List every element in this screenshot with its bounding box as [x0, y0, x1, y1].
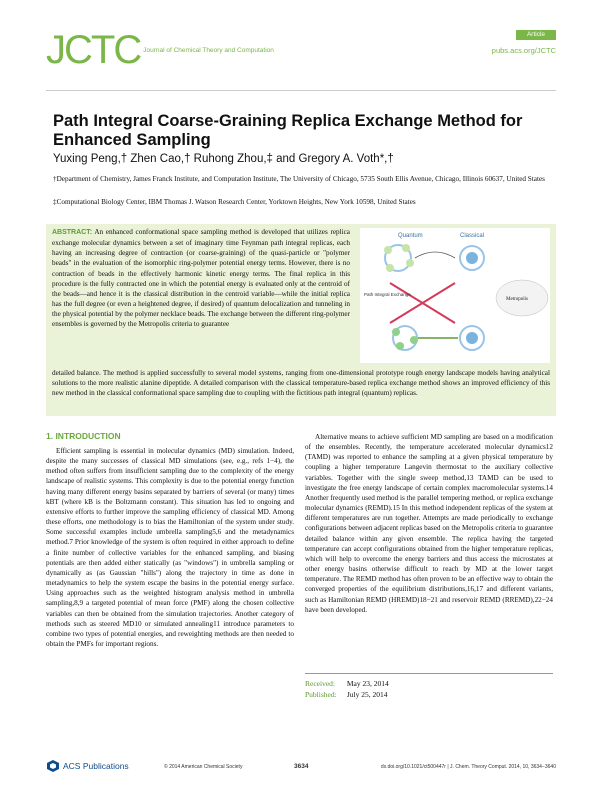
toc-label-exchange: Path Integral Exchange: [364, 292, 411, 297]
article-type-badge: Article: [516, 30, 556, 40]
affiliation: ‡Computational Biology Center, IBM Thomas J. Watson Research Center, Yorktown Heights, New York 10598, United States: [53, 198, 416, 206]
journal-logo: [46, 30, 274, 70]
published-date: July 25, 2014: [346, 689, 388, 699]
page-number: 3634: [294, 763, 309, 770]
header-rule: [46, 90, 556, 91]
logo-mark: JCTC: [46, 28, 141, 72]
received-date: May 23, 2014: [346, 679, 389, 688]
published-label: Published:: [305, 689, 337, 699]
abstract-body: An enhanced conformational space sampling method is developed that utilizes replica exchange molecular dynamics between a set of imaginary time Feynman path integral replicas, each having an increasing degree of contraction (or coarse-graining) of the quasi-particle or "polymer beads" in the evaluation of the isomorphic ring-polymer potential energy terms. However, there is no contraction of beads in the effectively harmonic kinetic energy terms. The final replica in this procedure is the fully contracted one in which the potential energy is evaluated only at the centroid of the beads—and hence it is the classical distribution in the centroid variable—while the initial replica has the full degree (or even a heightened degree, if desired) of quantum delocalization and tunneling in the physical potential by the polymer necklace beads. The exchange between the different ring-polymer ensembles is governed by the Metropolis criteria to guarantee: [52, 228, 350, 329]
section-heading: 1. INTRODUCTION: [46, 431, 121, 441]
paragraph: Alternative means to achieve sufficient MD sampling are based on a modification of the ensembles. Recently, the temperature accelerated molecular dynamics12 (TAMD) was reported to enhance the sampling at a given physical temperature by coupling a higher temperature Langevin thermostat to the auxiliary collective variables. Together with the single sweep method,13 TAMD can be used to investigate the free energy landscape of certain complex macromolecular systems.14 Another frequently used method is the parallel tempering method, or replica exchange molecular dynamics (REMD).15 In this method independent replicas of the system at different temperatures are run together. Attempts are made periodically to exchange configurations between adjacent replicas based on the Metropolis criteria to guarantee detailed balance within any given ensemble. The replica having the targeted temperature can accept configurations obtained from the higher temperature replicas, which will help to overcome the energy barriers and thus access the microstates at other energy basins otherwise difficult to reach by MD at the lower target temperature. The REMD method has often proven to be an effective way to obtain the converged properties of the equilibrium distributions,16,17 and different variants, such as Hamiltonian REMD (HREMD)18−21 and reservoir REMD (RREMD),22−24 have been developed.: [305, 433, 553, 614]
body-column-left: [46, 446, 294, 649]
journal-name: Journal of Chemical Theory and Computation: [143, 47, 274, 54]
acs-logo: [46, 760, 129, 772]
abstract-continued: detailed balance. The method is applied successfully to several model systems, ranging from one-dimensional prototype rough energy landscape models having analytical solutions to the more realistic alanine dipeptide. A detailed comparison with the classical temperature-based replica exchange method shows an improved efficiency of this new method in the classical conformational space sampling due to coupling with the fictitious path integral (quantum) replicas.: [52, 369, 550, 398]
journal-url[interactable]: pubs.acs.org/JCTC: [491, 46, 556, 55]
toc-graphic: [360, 228, 550, 363]
acs-hexagon-icon: [46, 760, 60, 772]
author-list: Yuxing Peng,† Zhen Cao,† Ruhong Zhou,‡ and Gregory A. Voth*,†: [53, 153, 394, 165]
received-row: [305, 679, 553, 690]
copyright: © 2014 American Chemical Society: [164, 764, 243, 770]
paper-title: Path Integral Coarse-Graining Replica Exchange Method for Enhanced Sampling: [53, 112, 523, 149]
page-footer: [46, 760, 556, 774]
affiliation: †Department of Chemistry, James Franck Institute, and Computation Institute, The University of Chicago, 5735 South Ellis Avenue, Chicago, Illinois 60637, United States: [53, 175, 545, 183]
received-label: Received:: [305, 679, 335, 688]
paragraph: Efficient sampling is essential in molecular dynamics (MD) simulation. Indeed, despite the many successes of classical MD simulations (see, e.g., refs 1−4), the method often suffers from insufficient sampling due to the complexity of the energy landscape of realistic systems. This complexity is due to the potential energy function having many different energy basins separated by barriers of several (or many) times kBT (where kB is the Boltzmann constant). This situation has led to ongoing and extensive efforts to further improve the sampling efficiency of classical MD. Among these efforts, one methodology is to bias the Hamiltonian of the system under study. Some successful examples include umbrella sampling5,6 and the metadynamics method.7 Prior knowledge of the system is often required in either approach to define a finite number of collective variables for the enhanced sampling, and biasing potentials are then added either statically (as "windows") in umbrella sampling or dynamically as (as Gaussian "hills") along the trajectory in time as done in metadynamics to help the system escape the basins in the potential energy surface. Using approaches such as the weighted histogram analysis method in umbrella sampling,8,9 a targeted potential of mean force (PMF) along the chosen collective variables can then be obtained from the simulation trajectories. Another category of methods such as steered MD10 or simulated annealing11 introduce parameters to combine two types of potential energies, and reweighting methods are then needed to obtain the PMFs for important regions.: [46, 447, 294, 648]
toc-label-metropolis: Metropolis: [506, 297, 528, 302]
body-column-right: [305, 432, 553, 615]
publisher-name: ACS Publications: [63, 761, 129, 771]
toc-label-quantum: Quantum: [398, 233, 423, 239]
abstract-text: [52, 227, 350, 330]
published-row: [305, 690, 553, 701]
toc-label-classical: Classical: [460, 233, 485, 239]
doi-citation[interactable]: dx.doi.org/10.1021/ct500447r | J. Chem. Theory Comput. 2014, 10, 3634−3640: [380, 764, 556, 770]
abstract-label: ABSTRACT:: [52, 229, 93, 236]
publication-dates: [305, 673, 553, 700]
